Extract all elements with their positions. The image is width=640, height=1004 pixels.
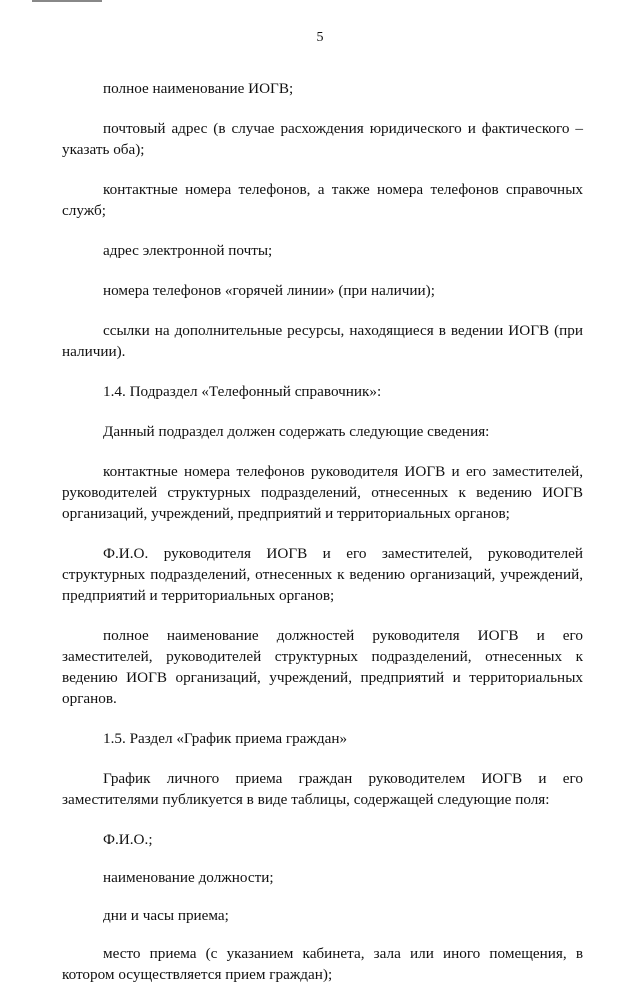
paragraph: контактные номера телефонов, а также номера телефонов справочных служб; (62, 181, 583, 219)
document-body (62, 78, 583, 1004)
paragraph: ссылки на дополнительные ресурсы, находящиеся в ведении ИОГВ (при наличии). (62, 322, 583, 360)
paragraph: полное наименование должностей руководителя ИОГВ и его заместителей, руководителей структурных подразделений, отнесенных к ведению ИОГВ организаций, учреждений, предприятий и территориальных органов. (62, 627, 583, 707)
scan-artifact (32, 0, 102, 2)
section-heading: 1.5. Раздел «График приема граждан» (103, 730, 348, 747)
paragraph: контактные номера телефонов руководителя ИОГВ и его заместителей, руководителей структурных подразделений, отнесенных к ведению ИОГВ организаций, учреждений, предприятий и территориальных органов; (62, 463, 583, 522)
paragraph: адрес электронной почты; (103, 242, 273, 259)
paragraph: наименование должности; (103, 869, 274, 886)
paragraph: Данный подраздел должен содержать следующие сведения: (103, 423, 490, 440)
paragraph: почтовый адрес (в случае расхождения юридического и фактического – указать оба); (62, 120, 583, 158)
paragraph: место приема (с указанием кабинета, зала или иного помещения, в котором осуществляется прием граждан); (62, 945, 583, 983)
paragraph: График личного приема граждан руководителем ИОГВ и его заместителями публикуется в виде таблицы, содержащей следующие поля: (62, 770, 583, 808)
paragraph: Ф.И.О. руководителя ИОГВ и его заместителей, руководителей структурных подразделений, отнесенных к ведению организаций, учреждений, предприятий и территориальных органов; (62, 545, 583, 604)
section-heading: 1.4. Подраздел «Телефонный справочник»: (103, 383, 382, 400)
paragraph: дни и часы приема; (103, 907, 229, 924)
paragraph: Ф.И.О.; (103, 831, 153, 848)
page-number: 5 (316, 30, 324, 45)
paragraph: номера телефонов «горячей линии» (при наличии); (103, 282, 435, 299)
paragraph: полное наименование ИОГВ; (103, 80, 294, 97)
